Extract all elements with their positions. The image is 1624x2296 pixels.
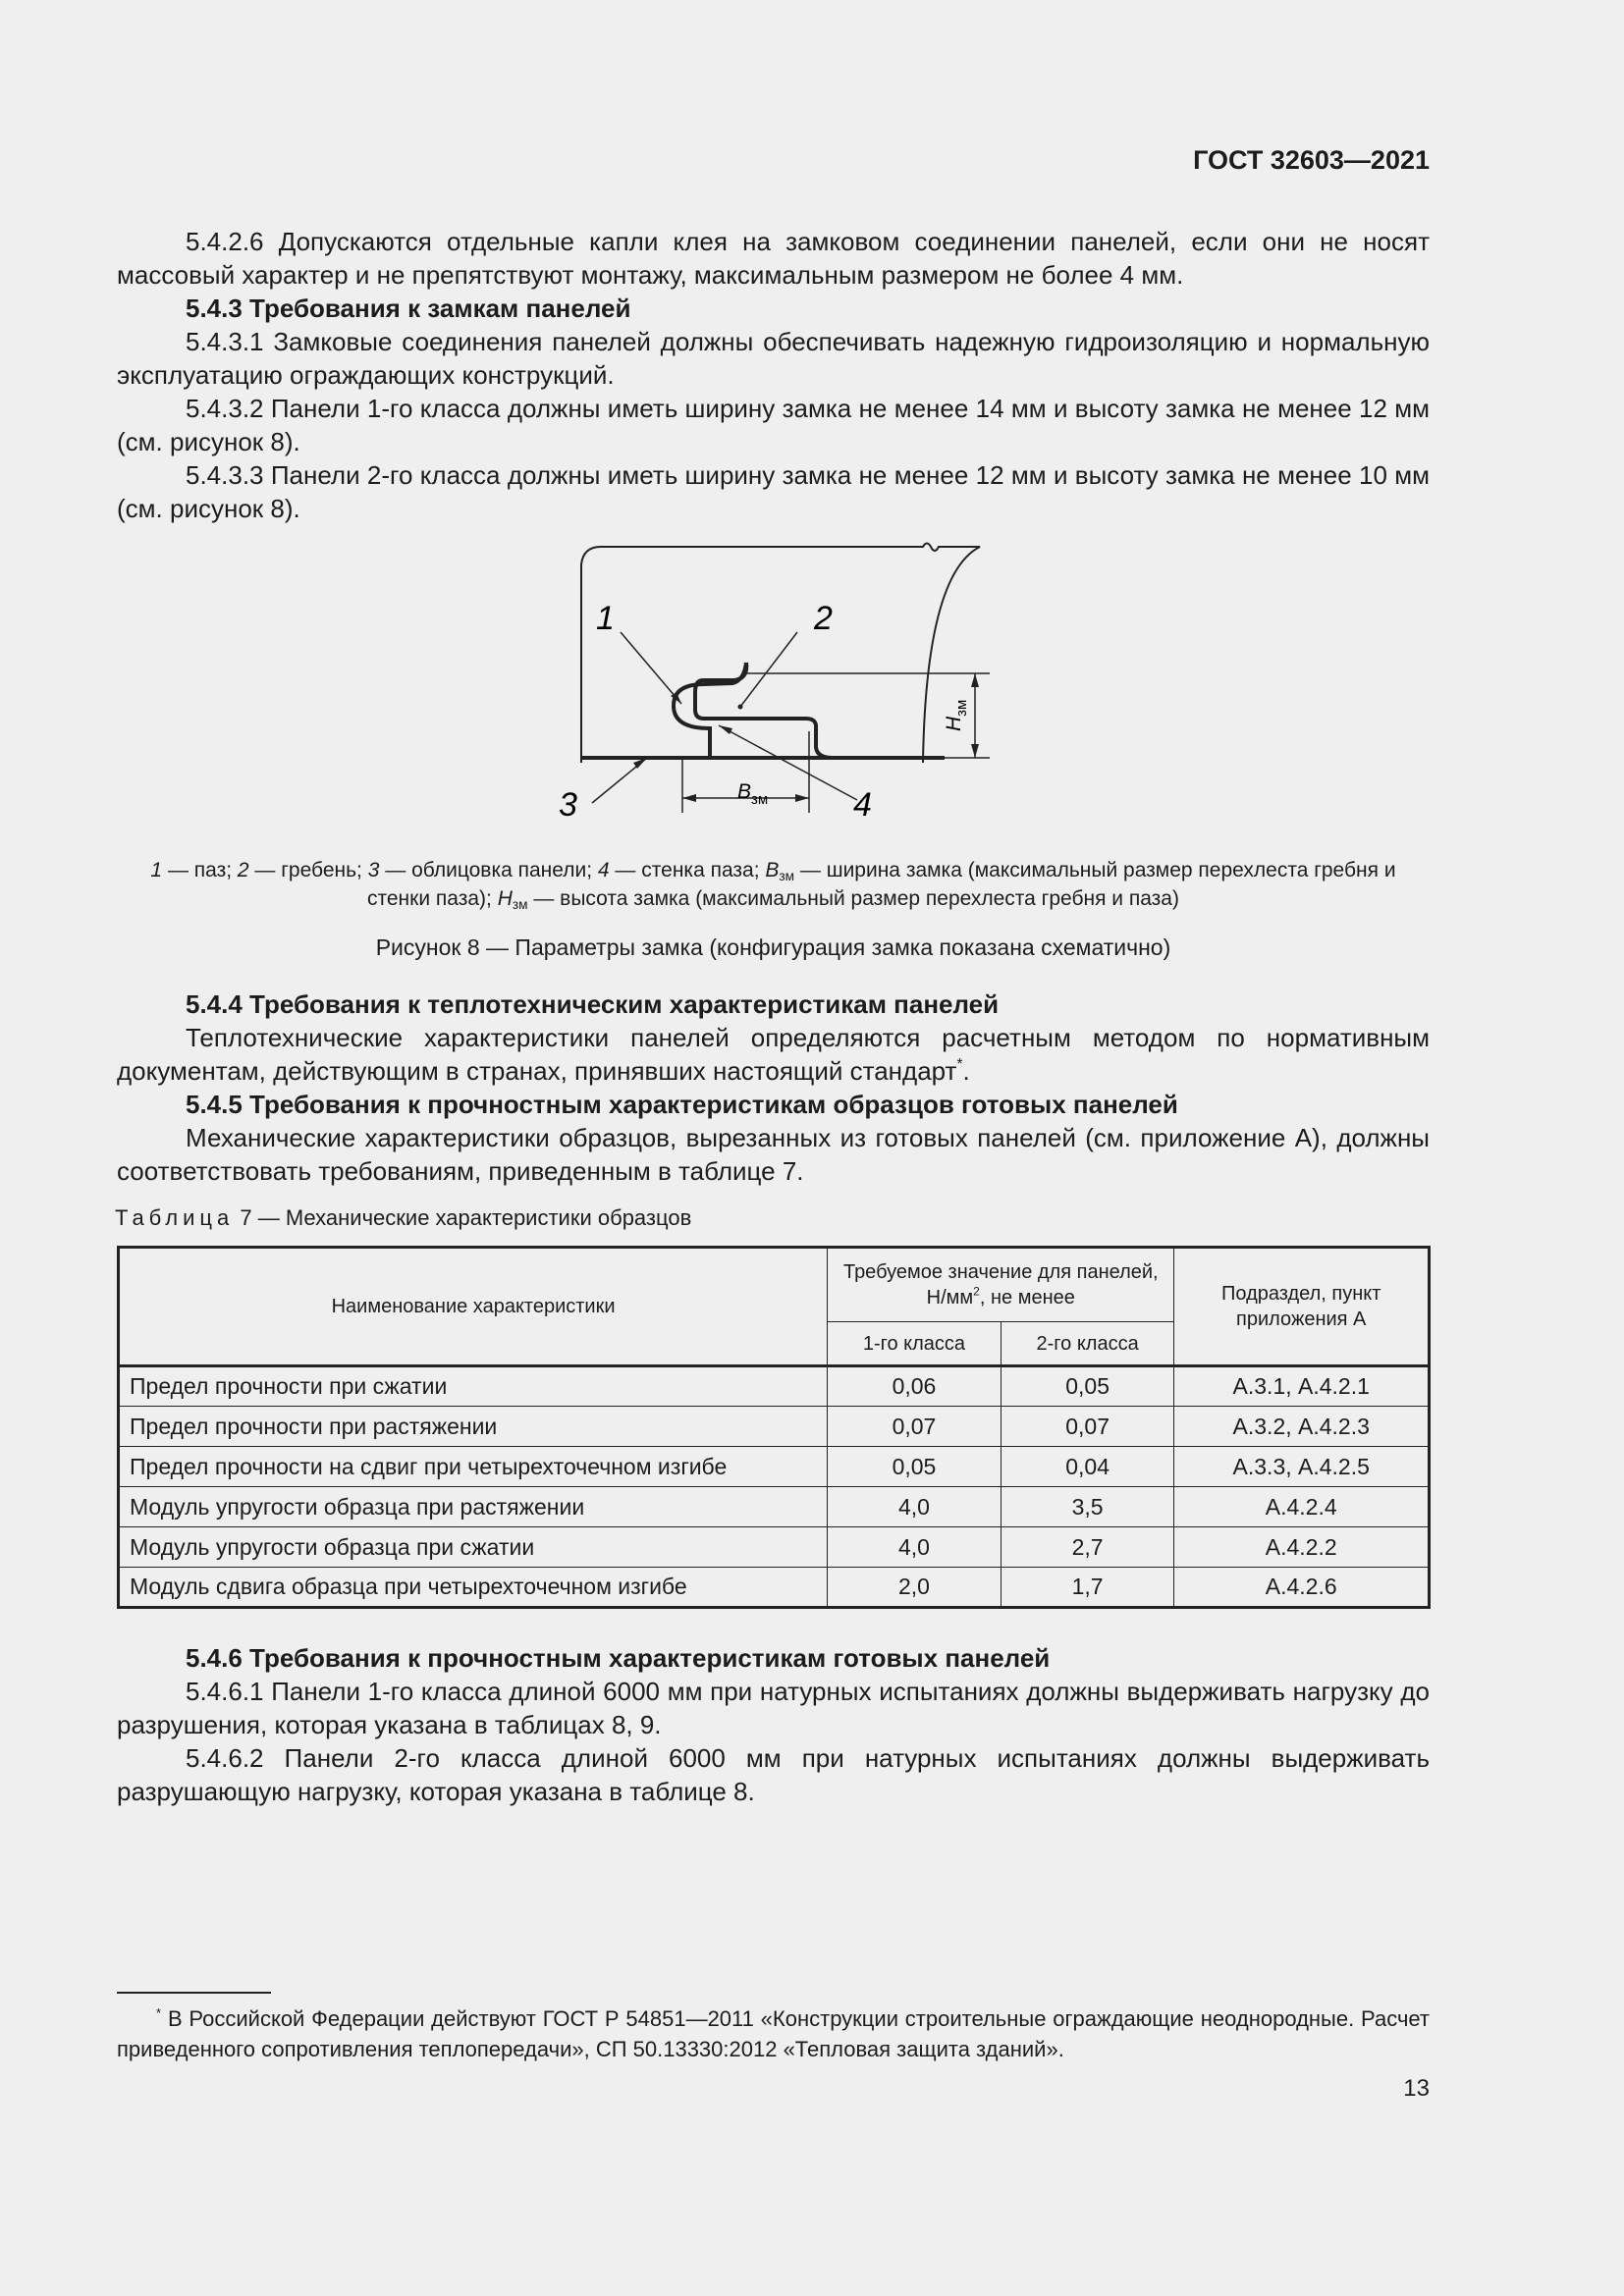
dim-height-label: $H_{зм}$ [943,699,970,731]
heading-5-4-3: 5.4.3 Требования к замкам панелей [186,294,631,323]
paragraph-5-4-3-2: 5.4.3.2 Панели 1-го класса должны иметь ширину замка не менее 14 мм и высоту замка не менее 12 мм (см. рисунок 8). [117,394,1430,456]
row-class-2-value: 3,5 [1001,1487,1174,1527]
row-name: Предел прочности при растяжении [119,1407,828,1447]
table-7 [117,1246,1431,1609]
dim-width-arrow-right [795,794,809,802]
figure-8-legend: 1 — паз; 2 — гребень; 3 — облицовка панели; 4 — стенка паза; $B_{зм}$ — ширина замка (максимальный размер перехлеста гребня и стенки паза); $H_{зм}$ — высота замка (максимальный размер перехлеста гребня и паза) [150,859,1396,913]
table-row [119,1366,1430,1407]
row-class-1-value: 2,0 [828,1568,1001,1608]
table-row [119,1568,1430,1608]
paragraph-5-4-6-2: 5.4.6.2 Панели 2-го класса длиной 6000 мм при натурных испытаниях должны выдерживать разрушающую нагрузку, которая указана в таблице 8. [117,1743,1430,1806]
footnote-reference: * [956,1056,963,1074]
paragraph-5-4-4: Теплотехнические характеристики панелей определяются расчетным методом по нормативным документам, действующим в странах, принявших настоящий стандарт*. [117,1023,1430,1086]
dim-width-arrow-left [682,794,696,802]
footnote: * В Российской Федерации действуют ГОСТ Р 54851—2011 «Конструкции строительные ограждающие неоднородные. Расчет приведенного сопротивления теплопередачи», СП 50.13330:2012 «Тепловая защита зданий». [117,2004,1430,2061]
document-header: ГОСТ 32603—2021 [1193,145,1430,175]
leader-4-arrow [719,725,732,734]
figure-8-caption: Рисунок 8 — Параметры замка (конфигурация замка показана схематично) [375,934,1171,960]
row-ref: А.3.3, А.4.2.5 [1174,1447,1430,1487]
leader-2 [740,632,797,707]
table-row [119,1407,1430,1447]
col-header-ref: Подраздел, пункт приложения А [1174,1248,1430,1366]
heading-5-4-4: 5.4.4 Требования к теплотехническим характеристикам панелей [186,989,1000,1019]
callout-3: 3 [559,786,577,824]
row-class-1-value: 0,05 [828,1447,1001,1487]
col-header-name: Наименование характеристики [119,1248,828,1366]
table-7-caption: Таблица 7 — Механические характеристики образцов [115,1205,692,1230]
row-ref: А.3.1, А.4.2.1 [1174,1366,1430,1407]
row-ref: А.4.2.4 [1174,1487,1430,1527]
table-row [119,1447,1430,1487]
row-name: Модуль упругости образца при растяжении [119,1487,828,1527]
callout-2: 2 [814,600,833,637]
dim-height-arrow-bottom [971,744,979,758]
row-class-1-value: 4,0 [828,1487,1001,1527]
row-class-1-value: 0,07 [828,1407,1001,1447]
row-ref: А.4.2.2 [1174,1527,1430,1568]
row-ref: А.3.2, А.4.2.3 [1174,1407,1430,1447]
row-class-1-value: 4,0 [828,1527,1001,1568]
row-class-2-value: 1,7 [1001,1568,1174,1608]
table-row [119,1487,1430,1527]
row-name: Предел прочности на сдвиг при четырехточечном изгибе [119,1447,828,1487]
figure-8-lock-diagram [550,535,1041,829]
footnote-separator [117,1992,271,1994]
section-5-4-6 [117,1641,1430,1808]
leader-1 [621,632,681,704]
paragraph-5-4-2-6: 5.4.2.6 Допускаются отдельные капли клея на замковом соединении панелей, если они не носят массовый характер и не препятствуют монтажу, максимальным размером не более 4 мм. [117,227,1430,290]
leader-2-dot [738,705,743,710]
tongue-profile [695,663,945,758]
row-name: Предел прочности при сжатии [119,1366,828,1407]
col-header-class-1: 1-го класса [828,1322,1001,1366]
col-header-class-2: 2-го класса [1001,1322,1174,1366]
row-class-2-value: 0,07 [1001,1407,1174,1447]
col-header-required: Требуемое значение для панелей, $Н/мм^2$, не менее [828,1248,1174,1322]
heading-5-4-6: 5.4.6 Требования к прочностным характеристикам готовых панелей [186,1643,1051,1673]
row-class-2-value: 0,05 [1001,1366,1174,1407]
page-number: 13 [1403,2075,1430,2102]
paragraph-5-4-3-1: 5.4.3.1 Замковые соединения панелей должны обеспечивать надежную гидроизоляцию и нормальную эксплуатацию ограждающих конструкций. [117,327,1430,390]
dim-height-arrow-top [971,673,979,687]
paragraph-5-4-6-1: 5.4.6.1 Панели 1-го класса длиной 6000 мм при натурных испытаниях должны выдерживать нагрузку до разрушения, которая указана в таблицах 8, 9. [117,1677,1430,1739]
table-row [119,1527,1430,1568]
heading-5-4-5: 5.4.5 Требования к прочностным характеристикам образцов готовых панелей [186,1090,1178,1119]
row-ref: А.4.2.6 [1174,1568,1430,1608]
row-class-2-value: 0,04 [1001,1447,1174,1487]
row-name: Модуль упругости образца при сжатии [119,1527,828,1568]
paragraph-5-4-3-3: 5.4.3.3 Панели 2-го класса должны иметь ширину замка не менее 12 мм и высоту замка не менее 10 мм (см. рисунок 8). [117,460,1430,523]
row-class-2-value: 2,7 [1001,1527,1174,1568]
paragraph-5-4-5: Механические характеристики образцов, вырезанных из готовых панелей (см. приложение А), должны соответствовать требованиям, приведенным в таблице 7. [117,1123,1430,1186]
section-5-4-2-6-to-5-4-3 [117,225,1430,525]
row-name: Модуль сдвига образца при четырехточечном изгибе [119,1568,828,1608]
callout-1: 1 [596,600,615,637]
section-5-4-4-to-5-4-5 [117,988,1430,1188]
callout-4: 4 [853,786,872,824]
dim-width-label: $B_{зм}$ [737,780,769,808]
groove-profile [581,663,746,758]
row-class-1-value: 0,06 [828,1366,1001,1407]
